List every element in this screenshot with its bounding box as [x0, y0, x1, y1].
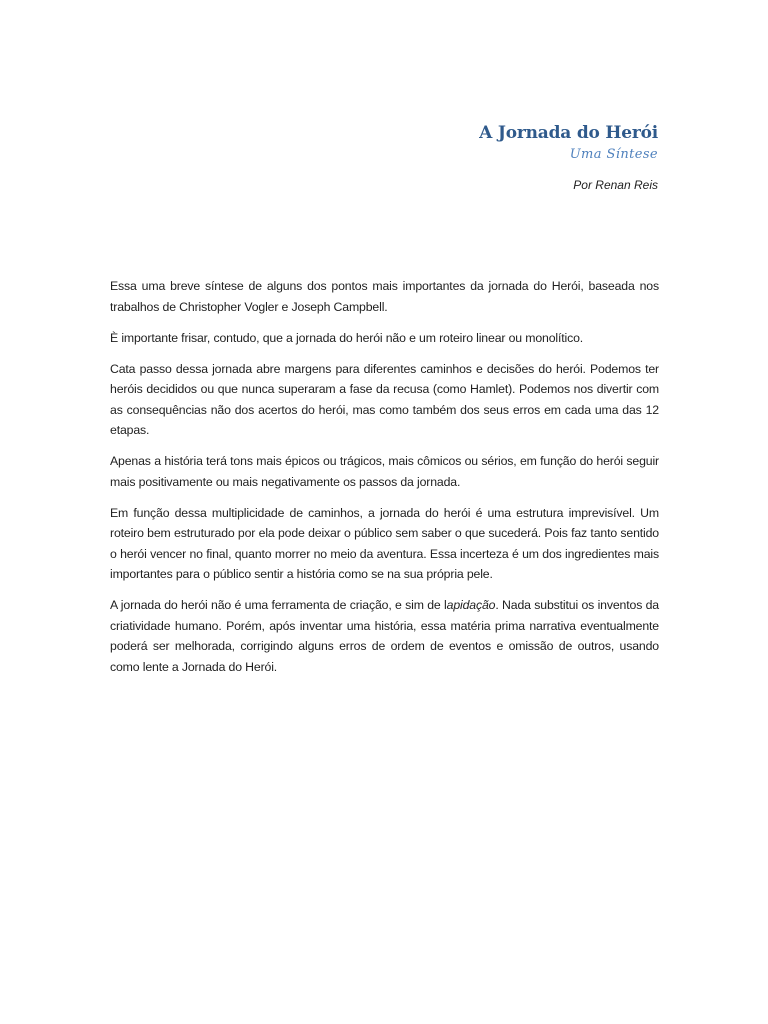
paragraph-nonlinear: È importante frisar, contudo, que a jornada do herói não e um roteiro linear ou monolítico. [110, 330, 584, 345]
document-author: Por Renan Reis [573, 178, 658, 192]
paragraph-tones: Apenas a história terá tons mais épicos ou trágicos, mais cômicos ou sérios, em função do herói seguir mais positivamente ou mais negativamente os passos da jornada. [110, 454, 659, 489]
paragraph-lapidation-italic: apidação [446, 598, 496, 612]
paragraph-paths: Cata passo dessa jornada abre margens para diferentes caminhos e decisões do herói. Podemos ter heróis decididos ou que nunca superaram a fase da recusa (como Hamlet). Podemos nos divertir com as consequências não dos acertos do herói, mas como também dos seus erros em cada uma das 12 etapas. [110, 361, 659, 437]
document-header [479, 122, 658, 193]
document-title: A Jornada do Herói [479, 123, 658, 143]
paragraph-intro: Essa uma breve síntese de alguns dos pontos mais importantes da jornada do Herói, baseada nos trabalhos de Christopher Vogler e Joseph Campbell. [110, 279, 659, 314]
paragraph-lapidation-start: A jornada do herói não é uma ferramenta de criação, e sim de l [110, 598, 447, 612]
document-body [110, 276, 659, 688]
paragraph-lapidation-end: . Nada substitui os inventos da criatividade humano. Porém, após inventar uma história, essa matéria prima narrativa eventualmente poderá ser melhorada, corrigindo alguns erros de ordem de eventos e omissão de outros, usando como lente a Jornada do Herói. [110, 598, 659, 674]
document-subtitle: Uma Síntese [569, 147, 658, 162]
paragraph-lapidation [110, 595, 659, 677]
paragraph-unpredictable: Em função dessa multiplicidade de caminhos, a jornada do herói é uma estrutura imprevisível. Um roteiro bem estruturado por ela pode deixar o público sem saber o que sucederá. Pois faz tanto sentido o herói vencer no final, quanto morrer no meio da aventura. Essa incerteza é um dos ingredientes mais importantes para o público sentir a história como se na sua própria pele. [110, 505, 659, 581]
